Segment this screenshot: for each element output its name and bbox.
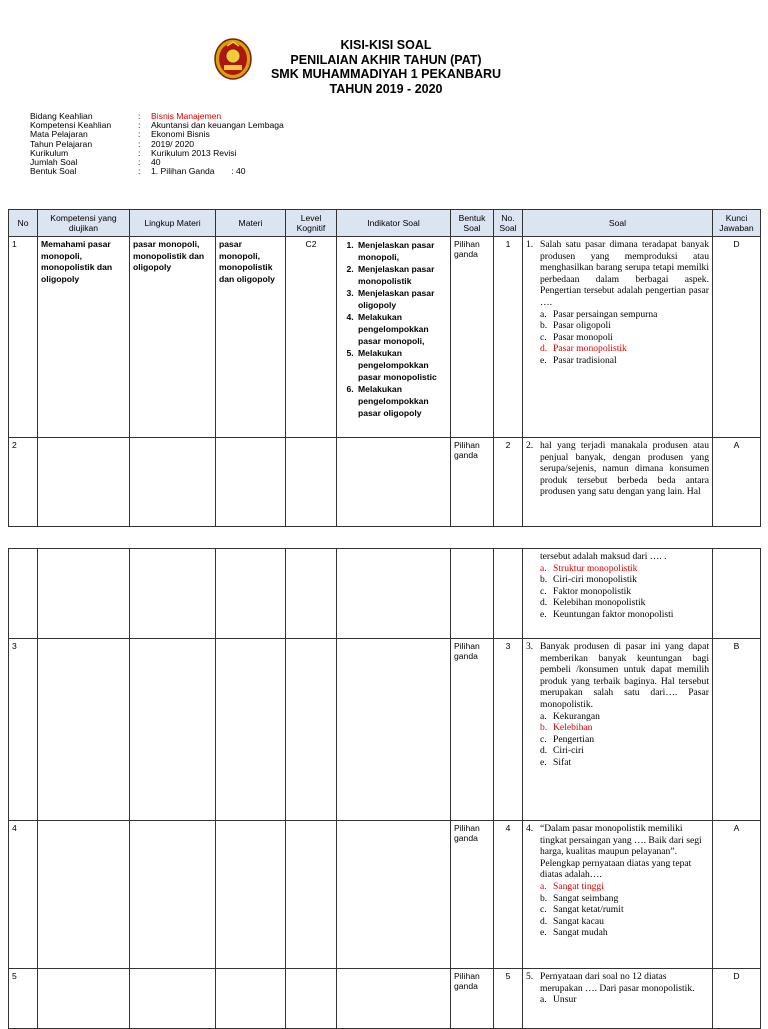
materi-cell bbox=[216, 549, 286, 639]
level-cell bbox=[286, 969, 337, 1029]
row-number: 1 bbox=[9, 237, 38, 438]
kompetensi-cell: Memahami pasar monopoli, monopolistik dan oligopoly bbox=[38, 237, 130, 438]
kompetensi-cell bbox=[38, 438, 130, 527]
bentuk-cell: Pilihan ganda bbox=[451, 821, 494, 969]
col-header: Lingkup Materi bbox=[130, 210, 216, 237]
row-number: 4 bbox=[9, 821, 38, 969]
option-letter: a. bbox=[540, 308, 547, 320]
no-soal-cell bbox=[494, 549, 523, 639]
question-number-value: 1 bbox=[526, 239, 531, 250]
info-key: Bentuk Soal bbox=[30, 166, 77, 177]
info-key: Bidang Keahlian bbox=[30, 111, 93, 121]
soal-cell bbox=[523, 237, 713, 438]
lingkup-cell bbox=[130, 821, 216, 969]
title-line: TAHUN 2019 - 2020 bbox=[329, 81, 443, 96]
info-key: Mata Pelajaran bbox=[30, 129, 88, 140]
option-text: Sangat kacau bbox=[553, 915, 604, 927]
option-item bbox=[526, 893, 709, 905]
question-text bbox=[526, 641, 709, 711]
question-number-value: 5 bbox=[526, 971, 531, 982]
info-row bbox=[30, 167, 284, 176]
info-colon: : bbox=[138, 111, 141, 121]
soal-cell bbox=[523, 639, 713, 821]
materi-cell bbox=[216, 639, 286, 821]
info-colon: : bbox=[138, 120, 141, 131]
col-header: Indikator Soal bbox=[337, 210, 451, 237]
level-cell bbox=[286, 639, 337, 821]
option-text: Pasar persaingan sempurna bbox=[553, 308, 658, 320]
question-text-continued: tersebut adalah maksud dari …. . bbox=[540, 551, 667, 562]
row-number: 2 bbox=[9, 438, 38, 527]
kompetensi-cell bbox=[38, 969, 130, 1029]
materi-cell bbox=[216, 821, 286, 969]
info-value: 1. Pilihan Ganda : 40 bbox=[151, 166, 246, 177]
option-text: Sangat mudah bbox=[553, 927, 608, 939]
bentuk-cell: Pilihan ganda bbox=[451, 639, 494, 821]
info-colon: : bbox=[138, 147, 141, 158]
option-text: Pasar oligopoli bbox=[553, 320, 611, 332]
bentuk-cell bbox=[451, 549, 494, 639]
option-item bbox=[526, 597, 709, 609]
level-cell bbox=[286, 821, 337, 969]
option-letter: d. bbox=[540, 597, 548, 609]
indikator-cell bbox=[337, 969, 451, 1029]
indikator-item: 2. Menjelaskan pasar monopolistik bbox=[356, 263, 447, 287]
col-header: No bbox=[9, 210, 38, 237]
info-colon: : bbox=[138, 157, 141, 168]
row-number: 5 bbox=[9, 969, 38, 1029]
option-text: Struktur monopolistik bbox=[553, 562, 638, 574]
info-value: Akuntansi dan keuangan Lembaga bbox=[151, 120, 284, 131]
question-number-value: 3 bbox=[526, 641, 531, 652]
materi-cell bbox=[216, 969, 286, 1029]
no-soal-cell: 4 bbox=[494, 821, 523, 969]
option-letter: d. bbox=[540, 745, 548, 757]
table-header-row bbox=[9, 210, 761, 237]
option-letter: b. bbox=[540, 722, 548, 734]
col-header: No. Soal bbox=[494, 210, 523, 237]
option-letter: e. bbox=[540, 354, 547, 366]
option-item-correct bbox=[526, 343, 709, 355]
no-soal-cell: 1 bbox=[494, 237, 523, 438]
option-letter: e. bbox=[540, 927, 547, 939]
option-letter: b. bbox=[540, 320, 548, 332]
indikator-item: 1. Menjelaskan pasar monopoli, bbox=[356, 239, 447, 263]
option-text: Pasar monopolistik bbox=[553, 343, 627, 355]
info-value: Bisnis Manajemen bbox=[151, 111, 222, 121]
question-body: hal yang terjadi manakala produsen atau penjual banyak, dengan produsen yang serupa/sejenis, namun dimana konsumen produk tersebut berbeda beda antara produsen yang satu dengan yang lain. Hal bbox=[540, 440, 709, 498]
option-item bbox=[526, 927, 709, 939]
row-number bbox=[9, 549, 38, 639]
option-letter: a. bbox=[540, 710, 547, 722]
question-body: Salah satu pasar dimana teradapat banyak produsen yang memproduksi atau menghasilkan barang serupa tetapi memilki perbedaan dalam berbagai aspek. Pengertian tersebut adalah pengertian pasar …. bbox=[540, 239, 709, 308]
indikator-cell bbox=[337, 237, 451, 438]
question-text bbox=[526, 971, 709, 994]
answer-key-cell: D bbox=[713, 237, 761, 438]
option-text: Sangat tinggi bbox=[553, 880, 604, 892]
kompetensi-cell bbox=[38, 549, 130, 639]
info-key: Kurikulum bbox=[30, 147, 69, 158]
info-colon: : bbox=[138, 138, 141, 149]
kompetensi-cell bbox=[38, 639, 130, 821]
answer-key-cell: B bbox=[713, 639, 761, 821]
answer-key-cell: A bbox=[713, 438, 761, 527]
option-text: Kekurangan bbox=[553, 710, 600, 722]
info-colon: : bbox=[138, 166, 141, 177]
col-header: Kunci Jawaban bbox=[713, 210, 761, 237]
question-body: Pernyataan dari soal no 12 diatas merupakan …. Dari pasar monopolistik. bbox=[540, 971, 695, 994]
indikator-item: 5. Melakukan pengelompokkan pasar monopolistic bbox=[356, 347, 447, 383]
info-colon: : bbox=[138, 129, 141, 140]
option-item-correct bbox=[526, 881, 709, 893]
soal-cell bbox=[523, 821, 713, 969]
option-item bbox=[526, 309, 709, 321]
option-text: Pasar tradisional bbox=[553, 354, 617, 366]
question-number: 4. bbox=[526, 823, 534, 834]
info-key: Kompetensi Keahlian bbox=[30, 120, 112, 131]
title-line: SMK MUHAMMADIYAH 1 PEKANBARU bbox=[270, 67, 502, 81]
no-soal-cell: 2 bbox=[494, 438, 523, 527]
table-row bbox=[9, 969, 761, 1029]
option-text: Ciri-ciri bbox=[553, 745, 584, 757]
option-letter: e. bbox=[540, 608, 547, 620]
bentuk-cell: Pilihan ganda bbox=[451, 438, 494, 527]
lingkup-cell bbox=[130, 969, 216, 1029]
question-text bbox=[526, 440, 709, 498]
col-header: Materi bbox=[216, 210, 286, 237]
option-letter: a. bbox=[540, 562, 547, 574]
lingkup-cell bbox=[130, 639, 216, 821]
lingkup-cell: pasar monopoli, monopolistik dan oligopoly bbox=[130, 237, 216, 438]
table-row bbox=[9, 438, 761, 527]
option-text: Sangat ketat/rumit bbox=[553, 904, 624, 916]
answer-key-cell bbox=[713, 549, 761, 639]
option-letter: b. bbox=[540, 892, 548, 904]
option-item-correct bbox=[526, 563, 709, 575]
option-letter: c. bbox=[540, 733, 547, 745]
soal-cell bbox=[523, 969, 713, 1029]
col-header: Kompetensi yang diujikan bbox=[38, 210, 130, 237]
option-letter: b. bbox=[540, 574, 548, 586]
no-soal-cell: 3 bbox=[494, 639, 523, 821]
question-body: “Dalam pasar monopolistik memiliki tingkat persaingan yang …. Baik dari segi harga, kualitas maupun pelayanan”. Pelengkap pernyataan diatas yang tepat diatas adalah…. bbox=[540, 823, 702, 881]
question-text bbox=[526, 823, 709, 881]
title-line: PENILAIAN AKHIR TAHUN (PAT) bbox=[290, 52, 482, 67]
question-number: 5. bbox=[526, 971, 534, 982]
option-text: Kelebihan bbox=[553, 722, 593, 734]
materi-cell bbox=[216, 438, 286, 527]
option-item-correct bbox=[526, 722, 709, 734]
option-letter: d. bbox=[540, 915, 548, 927]
option-text: Keuntungan faktor monopolisti bbox=[553, 608, 674, 620]
indikator-cell bbox=[337, 639, 451, 821]
question-number: 2. bbox=[526, 440, 534, 451]
question-number-value: 4 bbox=[526, 823, 531, 834]
level-cell bbox=[286, 438, 337, 527]
document-title bbox=[256, 38, 516, 96]
option-item bbox=[526, 734, 709, 746]
materi-cell: pasar monopoli, monopolistik dan oligopoly bbox=[216, 237, 286, 438]
option-text: Sangat seimbang bbox=[553, 892, 619, 904]
option-letter: a. bbox=[540, 880, 547, 892]
indikator-list bbox=[340, 239, 447, 419]
level-cell: C2 bbox=[286, 237, 337, 438]
bentuk-cell: Pilihan ganda bbox=[451, 969, 494, 1029]
row-number: 3 bbox=[9, 639, 38, 821]
level-cell bbox=[286, 549, 337, 639]
info-value: 2019/ 2020 bbox=[151, 138, 195, 149]
option-letter: c. bbox=[540, 904, 547, 916]
answer-key-cell: D bbox=[713, 969, 761, 1029]
indikator-item: 6. Melakukan pengelompokkan pasar oligopoly bbox=[356, 383, 447, 419]
option-letter: c. bbox=[540, 585, 547, 597]
option-item bbox=[526, 574, 709, 586]
option-item bbox=[526, 586, 709, 598]
title-line: KISI-KISI SOAL bbox=[340, 38, 432, 52]
option-text: Sifat bbox=[553, 756, 572, 768]
option-item bbox=[526, 332, 709, 344]
bentuk-cell: Pilihan ganda bbox=[451, 237, 494, 438]
info-value: 40 bbox=[151, 157, 161, 168]
col-header: Level Kognitif bbox=[286, 210, 337, 237]
option-item bbox=[526, 609, 709, 621]
col-header: Bentuk Soal bbox=[451, 210, 494, 237]
soal-cell bbox=[523, 438, 713, 527]
option-item bbox=[526, 904, 709, 916]
option-text: Ciri-ciri monopolistik bbox=[553, 574, 637, 586]
indikator-item: 4. Melakukan pengelompokkan pasar monopoli, bbox=[356, 311, 447, 347]
kompetensi-cell bbox=[38, 821, 130, 969]
lingkup-cell bbox=[130, 549, 216, 639]
option-text: Unsur bbox=[553, 994, 577, 1006]
option-text: Kelebihan monopolistik bbox=[553, 597, 646, 609]
table-row bbox=[9, 237, 761, 438]
col-header: Soal bbox=[523, 210, 713, 237]
option-item bbox=[526, 320, 709, 332]
info-value: Ekonomi Bisnis bbox=[151, 129, 210, 140]
option-letter: a. bbox=[540, 994, 547, 1006]
identity-info bbox=[30, 112, 284, 176]
option-letter: e. bbox=[540, 756, 547, 768]
option-item bbox=[526, 994, 709, 1006]
no-soal-cell: 5 bbox=[494, 969, 523, 1029]
question-text bbox=[526, 239, 709, 309]
option-item bbox=[526, 711, 709, 723]
indikator-cell bbox=[337, 549, 451, 639]
option-item bbox=[526, 355, 709, 367]
option-text: Faktor monopolistik bbox=[553, 585, 632, 597]
question-body: Banyak produsen di pasar ini yang dapat memberikan banyak keuntungan bagi pembeli /konsumen untuk dapat memilih produk yang terbaik baginya. Hal tersebut merupakan salah satu dari…. Pasar monopolistik. bbox=[540, 641, 709, 710]
option-text: Pasar monopoli bbox=[553, 331, 613, 343]
info-key: Tahun Pelajaran bbox=[30, 138, 93, 149]
option-item bbox=[526, 757, 709, 769]
info-key: Jumlah Soal bbox=[30, 157, 78, 168]
soal-cell bbox=[523, 549, 713, 639]
option-letter: d. bbox=[540, 343, 548, 355]
indikator-cell bbox=[337, 821, 451, 969]
option-item bbox=[526, 916, 709, 928]
question-number: 3. bbox=[526, 641, 534, 652]
table-row-continued bbox=[9, 549, 761, 639]
indikator-cell bbox=[337, 438, 451, 527]
school-emblem-logo bbox=[214, 38, 252, 80]
table-row bbox=[9, 639, 761, 821]
indikator-item: 3. Menjelaskan pasar oligopoly bbox=[356, 287, 447, 311]
question-number: 1. bbox=[526, 239, 534, 250]
table-row bbox=[9, 821, 761, 969]
question-grid-table bbox=[8, 209, 761, 527]
question-number-value: 2 bbox=[526, 440, 531, 451]
info-value: Kurikulum 2013 Revisi bbox=[151, 147, 237, 158]
answer-key-cell: A bbox=[713, 821, 761, 969]
lingkup-cell bbox=[130, 438, 216, 527]
option-letter: c. bbox=[540, 331, 547, 343]
option-item bbox=[526, 745, 709, 757]
question-grid-table-continued bbox=[8, 548, 761, 1029]
option-text: Pengertian bbox=[553, 733, 595, 745]
